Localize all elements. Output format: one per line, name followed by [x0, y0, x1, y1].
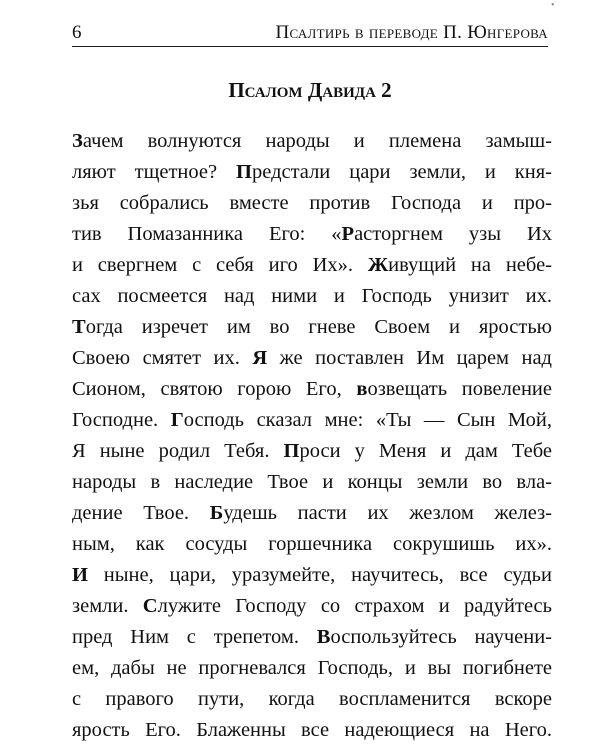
text-segment: ивущий на небе-	[388, 254, 552, 276]
text-line	[72, 250, 552, 281]
text-segment: озвещать повеление	[367, 378, 552, 400]
text-line	[72, 529, 552, 560]
page-number: 6	[72, 22, 82, 43]
book-title: Псалтирь в переводе П. Юнгерова	[275, 22, 548, 43]
text-segment: ным, как сосуды горшечника сокрушишь их».	[72, 533, 552, 555]
psalm-heading: Псалом Давида 2	[228, 78, 392, 102]
text-segment: Сионом, святою горою Его,	[72, 378, 357, 400]
psalm-text	[72, 126, 552, 746]
text-segment: огда изречет им во гневе Своем и яростью	[85, 316, 552, 338]
verse-initial: З	[72, 130, 83, 152]
text-segment: Я ныне родил Тебя.	[72, 440, 284, 462]
verse-initial: Т	[72, 316, 86, 338]
text-line	[72, 622, 552, 653]
text-segment: роси у Меня и дам Тебе	[299, 440, 553, 462]
verse-initial: Г	[170, 409, 184, 431]
text-segment: ачем волнуются народы и племена замыш-	[82, 130, 552, 152]
text-line	[72, 653, 552, 684]
text-line	[72, 498, 552, 529]
text-line	[72, 715, 552, 746]
text-segment: асторгнем узы Их	[354, 223, 552, 245]
verse-initial: Б	[209, 502, 224, 524]
verse-initial: П	[283, 440, 300, 462]
verse-initial: П	[236, 161, 252, 183]
text-line	[72, 405, 552, 436]
verse-initial: И	[72, 564, 88, 586]
text-line	[72, 343, 552, 374]
text-segment: тив Помазанника Его: «	[72, 223, 342, 245]
verse-initial: в	[356, 378, 368, 400]
text-segment: удешь пасти их жезлом желез-	[223, 502, 553, 524]
text-line	[72, 126, 552, 157]
text-segment: земли.	[72, 595, 143, 617]
text-segment: осподь сказал мне: «Ты — Сын Мой,	[183, 409, 552, 431]
text-line	[72, 436, 552, 467]
text-line	[72, 157, 552, 188]
text-segment: народы в наследие Твое и концы земли во вла-	[72, 471, 552, 493]
text-segment: сах посмеется над ними и Господь унизит их.	[72, 285, 552, 307]
text-segment: и свергнем с себя иго Их».	[72, 254, 368, 276]
text-segment: оспользуйтесь научени-	[330, 626, 552, 648]
text-line	[72, 591, 552, 622]
verse-initial: Я	[252, 347, 268, 369]
text-segment: ляют тщетное?	[72, 161, 237, 183]
running-head	[72, 20, 548, 47]
text-segment: же поставлен Им царем над	[267, 347, 552, 369]
text-segment: Господне.	[72, 409, 171, 431]
text-line	[72, 219, 552, 250]
text-segment: ярость Его. Блаженны все надеющиеся на Него.	[72, 719, 552, 741]
text-segment: дение Твое.	[72, 502, 210, 524]
text-line	[72, 560, 552, 591]
text-segment: пред Ним с трепетом.	[72, 626, 317, 648]
text-segment: зья собрались вместе против Господа и про-	[72, 192, 552, 214]
text-line	[72, 374, 552, 405]
text-segment: Своею смятет их.	[72, 347, 253, 369]
verse-initial: Ж	[367, 254, 389, 276]
text-line	[72, 281, 552, 312]
text-segment: редстали цари земли, и кня-	[251, 161, 552, 183]
corner-mark: •	[551, 0, 555, 11]
verse-initial: С	[142, 595, 158, 617]
text-line	[72, 467, 552, 498]
text-segment: лужите Господу со страхом и радуйтесь	[157, 595, 552, 617]
text-line	[72, 188, 552, 219]
verse-initial: В	[316, 626, 331, 648]
text-segment: с правого пути, когда воспламенится вскоре	[72, 688, 552, 710]
text-line	[72, 312, 552, 343]
text-segment: ем, дабы не прогневался Господь, и вы погибнете	[72, 657, 552, 679]
text-line	[72, 684, 552, 715]
text-segment: ныне, цари, уразумейте, научитесь, все судьи	[87, 564, 552, 586]
verse-initial: Р	[341, 223, 355, 245]
